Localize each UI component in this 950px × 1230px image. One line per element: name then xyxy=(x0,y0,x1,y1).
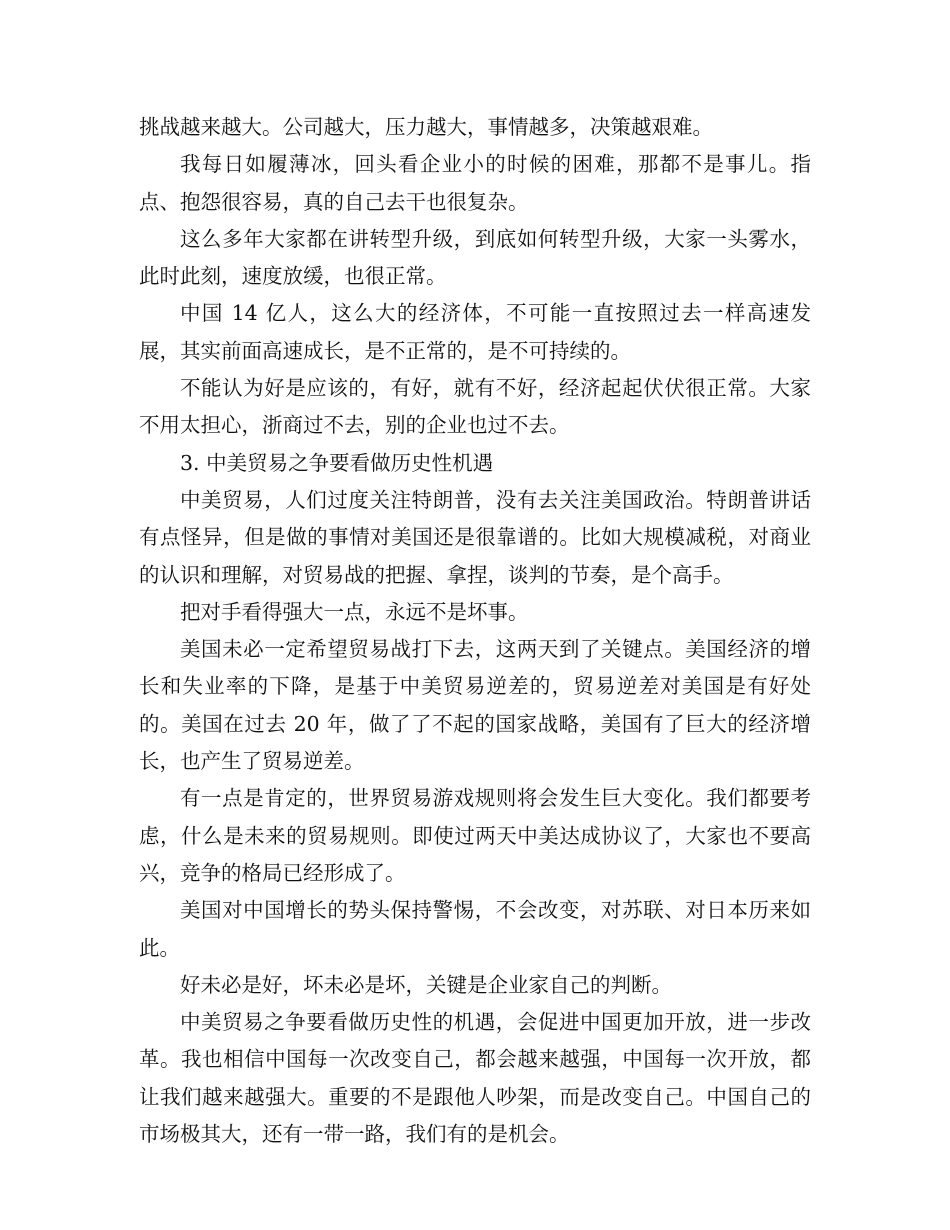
section-heading: 3. 中美贸易之争要看做历史性机遇 xyxy=(180,450,494,475)
paragraph: 这么多年大家都在讲转型升级，到底如何转型升级，大家一头雾水，此时此刻，速度放缓，也很正常。 xyxy=(139,226,811,289)
paragraph: 不能认为好是应该的，有好，就有不好，经济起起伏伏很正常。大家不用太担心，浙商过不去，别的企业也过不去。 xyxy=(139,376,811,438)
paragraph: 好未必是好，坏未必是坏，关键是企业家自己的判断。 xyxy=(180,972,672,997)
paragraph: 中美贸易，人们过度关注特朗普，没有去关注美国政治。特朗普讲话有点怪异，但是做的事情对美国还是很靠谱的。比如大规模减税，对商业的认识和理解，对贸易战的把握、拿捏，谈判的节奏，是个高手。 xyxy=(139,487,811,587)
paragraph: 中国 14 亿人，这么大的经济体，不可能一直按照过去一样高速发展，其实前面高速成长，是不正常的，是不可持续的。 xyxy=(139,301,811,363)
paragraph: 美国未必一定希望贸易战打下去，这两天到了关键点。美国经济的增长和失业率的下降，是基于中美贸易逆差的，贸易逆差对美国是有好处的。美国在过去 20 年，做了了不起的国家战略，美国有了巨大的经济增长，也产生了贸易逆差。 xyxy=(139,637,811,774)
paragraph-continuation: 挑战越来越大。公司越大，压力越大，事情越多，决策越艰难。 xyxy=(139,115,713,139)
paragraph: 有一点是肯定的，世界贸易游戏规则将会发生巨大变化。我们都要考虑，什么是未来的贸易规则。即使过两天中美达成协议了，大家也不要高兴，竞争的格局已经形成了。 xyxy=(139,786,811,885)
paragraph: 我每日如履薄冰，回头看企业小的时候的困难，那都不是事儿。指点、抱怨很容易，真的自己去干也很复杂。 xyxy=(139,152,811,214)
paragraph: 中美贸易之争要看做历史性的机遇，会促进中国更加开放，进一步改革。我也相信中国每一次改变自己，都会越来越强，中国每一次开放，都让我们越来越强大。重要的不是跟他人吵架，而是改变自己。中国自己的市场极其大，还有一带一路，我们有的是机会。 xyxy=(139,1010,811,1147)
paragraph: 美国对中国增长的势头保持警惕，不会改变，对苏联、对日本历来如此。 xyxy=(139,898,811,960)
paragraph: 把对手看得强大一点，永远不是坏事。 xyxy=(180,599,529,624)
